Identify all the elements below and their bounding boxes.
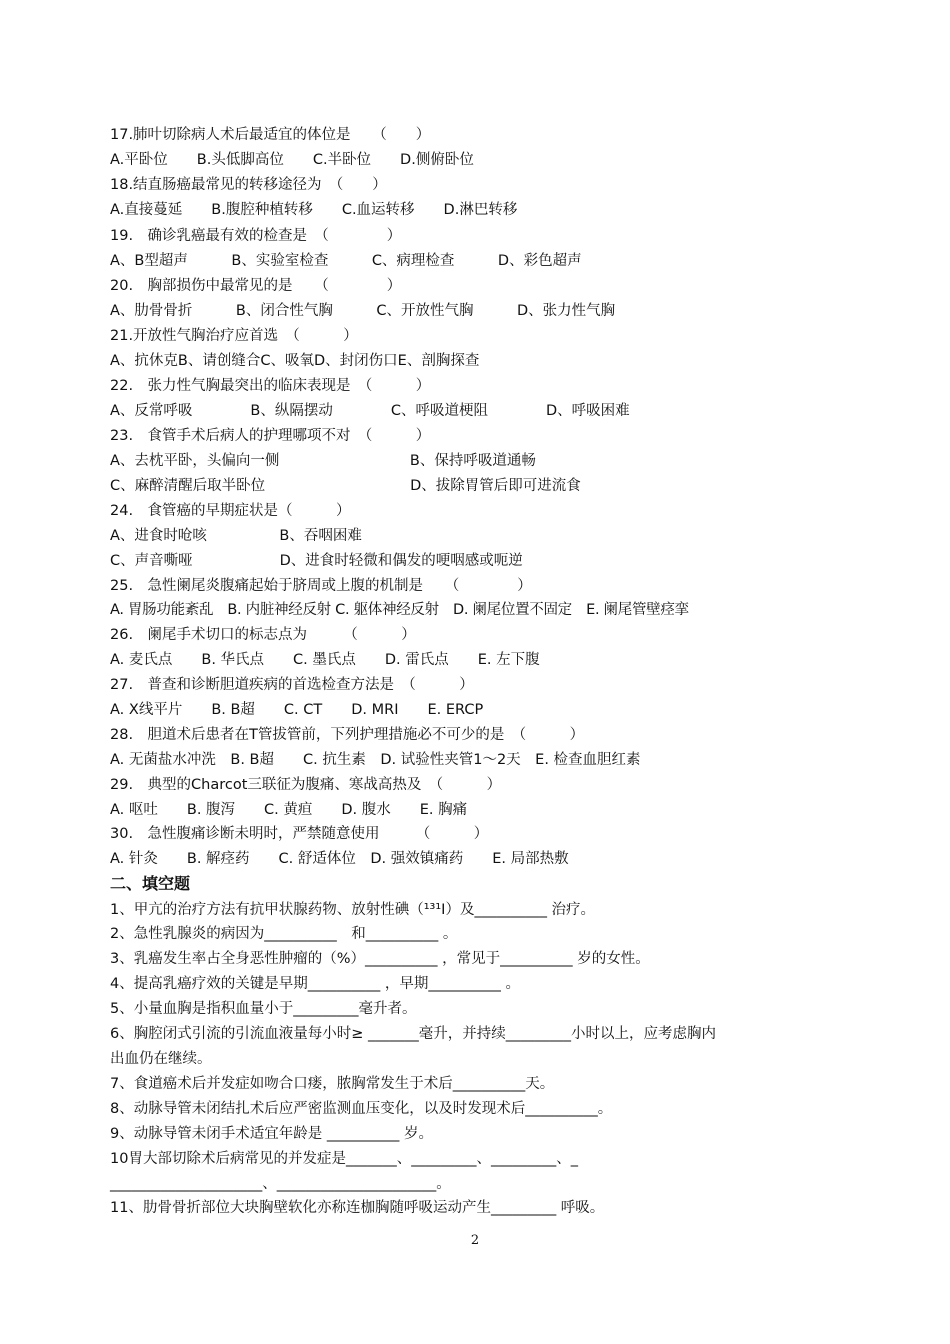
- question-25: 25. 急性阑尾炎腹痛起始于脐周或上腹的机制是 （ ）: [110, 578, 532, 594]
- fill-blank-10: 10胃大部切除术后病常见的并发症是_______、_________、_________、_: [110, 1151, 578, 1167]
- options-24-ab: A、进食时呛咳 B、吞咽困难: [110, 528, 362, 544]
- question-30: 30. 急性腹痛诊断未明时，严禁随意使用 （ ）: [110, 826, 489, 842]
- options-27: A. X线平片 B. B超 C. CT D. MRI E. ERCP: [110, 702, 484, 718]
- question-24: 24. 食管癌的早期症状是（ ）: [110, 503, 351, 519]
- fill-blank-10-cont: _____________________、______________________。: [110, 1176, 451, 1192]
- fill-blank-5: 5、小量血胸是指积血量小于_________毫升者。: [110, 1001, 417, 1017]
- section-heading: 二、填空题: [110, 874, 191, 893]
- question-20: 20. 胸部损伤中最常见的是 （ ）: [110, 278, 402, 294]
- options-19: A、B型超声 B、实验室检查 C、病理检查 D、彩色超声: [110, 253, 582, 269]
- options-17: A.平卧位 B.头低脚高位 C.半卧位 D.侧俯卧位: [110, 152, 474, 168]
- options-23-ab: A、去枕平卧，头偏向一侧 B、保持呼吸道通畅: [110, 453, 536, 469]
- question-17: 17.肺叶切除病人术后最适宜的体位是 （ ）: [110, 127, 431, 143]
- fill-blank-8: 8、动脉导管未闭结扎术后应严密监测血压变化，以及时发现术后__________。: [110, 1101, 613, 1117]
- question-26: 26. 阑尾手术切口的标志点为 （ ）: [110, 627, 416, 643]
- question-23: 23. 食管手术后病人的护理哪项不对 （ ）: [110, 428, 431, 444]
- options-28: A. 无菌盐水冲洗 B. B超 C. 抗生素 D. 试验性夹管1～2天 E. 检查血胆红素: [110, 752, 641, 768]
- options-18: A.直接蔓延 B.腹腔种植转移 C.血运转移 D.淋巴转移: [110, 202, 518, 218]
- fill-blank-6-cont: 出血仍在继续。: [110, 1051, 212, 1067]
- fill-blank-2: 2、急性乳腺炎的病因为__________ 和__________ 。: [110, 926, 458, 942]
- options-21: A、抗休克B、请创缝合C、吸氧D、封闭伤口E、剖胸探查: [110, 353, 480, 369]
- question-21: 21.开放性气胸治疗应首选 （ ）: [110, 328, 358, 344]
- options-22: A、反常呼吸 B、纵隔摆动 C、呼吸道梗阻 D、呼吸困难: [110, 403, 630, 419]
- question-27: 27. 普查和诊断胆道疾病的首选检查方法是 （ ）: [110, 677, 474, 693]
- question-19: 19. 确诊乳癌最有效的检查是 （ ）: [110, 228, 402, 244]
- options-20: A、肋骨骨折 B、闭合性气胸 C、开放性气胸 D、张力性气胸: [110, 303, 616, 319]
- question-28: 28. 胆道术后患者在T管拔管前，下列护理措施必不可少的是 （ ）: [110, 727, 585, 743]
- fill-blank-7: 7、食道癌术后并发症如吻合口瘘，脓胸常发生于术后__________天。: [110, 1076, 555, 1092]
- fill-blank-9: 9、动脉导管未闭手术适宜年龄是 __________ 岁。: [110, 1126, 433, 1142]
- options-30: A. 针灸 B. 解痉药 C. 舒适体位 D. 强效镇痛药 E. 局部热敷: [110, 851, 569, 867]
- options-29: A. 呕吐 B. 腹泻 C. 黄疸 D. 腹水 E. 胸痛: [110, 802, 468, 818]
- question-18: 18.结直肠癌最常见的转移途径为 （ ）: [110, 177, 387, 193]
- fill-blank-1: 1、甲亢的治疗方法有抗甲状腺药物、放射性碘（¹³¹I）及__________ 治疗。: [110, 902, 596, 918]
- question-29: 29. 典型的Charcot三联征为腹痛、寒战高热及 （ ）: [110, 777, 502, 793]
- options-26: A. 麦氏点 B. 华氏点 C. 墨氏点 D. 雷氏点 E. 左下腹: [110, 652, 540, 668]
- fill-blank-4: 4、提高乳癌疗效的关键是早期__________ ，早期__________ 。: [110, 976, 520, 992]
- fill-blank-3: 3、乳癌发生率占全身恶性肿瘤的（%）__________ ，常见于__________ 岁的女性。: [110, 951, 650, 967]
- question-22: 22. 张力性气胸最突出的临床表现是 （ ）: [110, 378, 431, 394]
- page-number: 2: [470, 1233, 480, 1248]
- options-24-cd: C、声音嘶哑 D、进食时轻微和偶发的哽咽感或呃逆: [110, 553, 523, 569]
- options-23-cd: C、麻醉清醒后取半卧位 D、拔除胃管后即可进流食: [110, 478, 581, 494]
- fill-blank-6: 6、胸腔闭式引流的引流血液量每小时≥ _______毫升，并持续_________小时以上，应考虑胸内: [110, 1026, 716, 1042]
- fill-blank-11: 11、肋骨骨折部位大块胸壁软化亦称连枷胸随呼吸运动产生_________ 呼吸。: [110, 1200, 605, 1216]
- options-25: A. 胃肠功能紊乱 B. 内脏神经反射 C. 躯体神经反射 D. 阑尾位置不固定 E. 阑尾管壁痉挛: [110, 602, 689, 618]
